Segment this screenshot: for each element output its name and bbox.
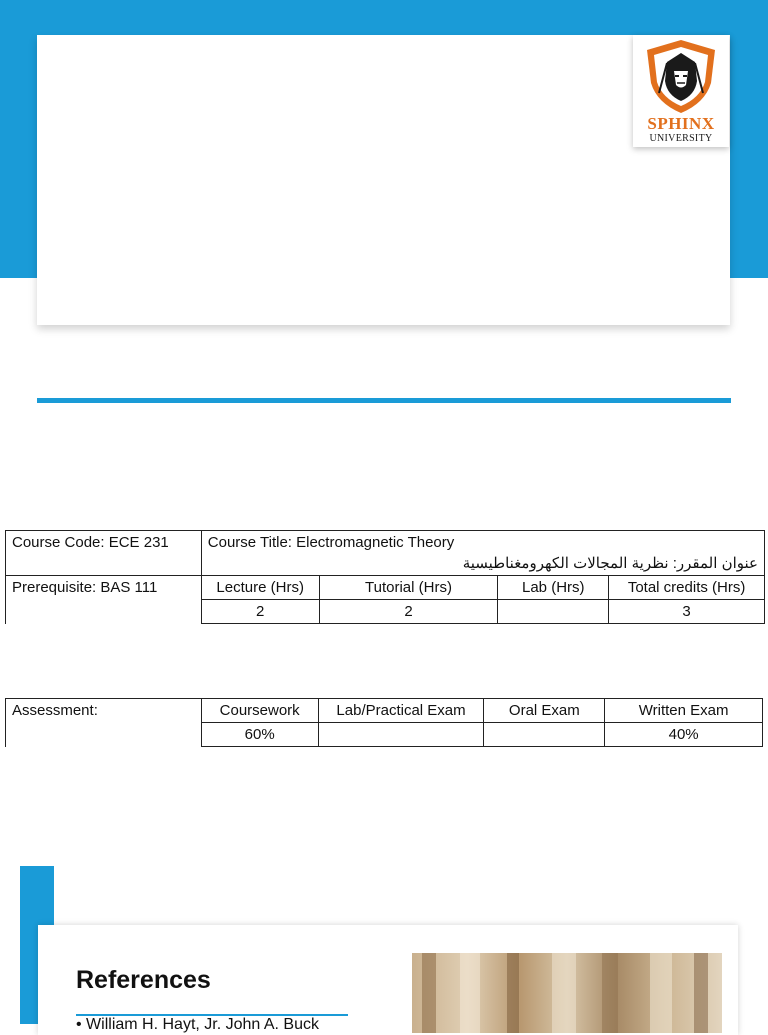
section-divider	[37, 398, 731, 403]
header-cell: Coursework	[201, 699, 318, 723]
prerequisite-cell	[6, 576, 202, 624]
assessment-table	[5, 698, 763, 747]
table-row	[6, 531, 765, 576]
logo-subname: UNIVERSITY	[649, 133, 713, 144]
value-cell	[498, 600, 609, 624]
header-cell: Lab (Hrs)	[498, 576, 609, 600]
table-row	[6, 699, 763, 723]
logo-name: SPHINX	[647, 114, 715, 133]
sphinx-shield-icon	[639, 37, 723, 115]
hero-card	[37, 35, 730, 325]
course-info-table	[5, 530, 765, 624]
value-cell: 3	[609, 600, 765, 624]
header-cell: Lecture (Hrs)	[201, 576, 319, 600]
table-row	[6, 576, 765, 600]
value-cell: 2	[201, 600, 319, 624]
prerequisite: Prerequisite: BAS 111	[12, 579, 158, 596]
header-cell: Oral Exam	[484, 699, 605, 723]
value-cell: 40%	[605, 723, 763, 747]
course-title: Course Title: Electromagnetic Theory	[207, 534, 455, 551]
course-code-cell	[6, 531, 202, 576]
header-cell: Tutorial (Hrs)	[319, 576, 498, 600]
course-title-cell	[201, 531, 764, 576]
header-cell: Lab/Practical Exam	[318, 699, 484, 723]
header-cell: Total credits (Hrs)	[609, 576, 765, 600]
value-cell: 2	[319, 600, 498, 624]
value-cell	[484, 723, 605, 747]
references-title: References	[76, 966, 211, 994]
university-logo	[633, 35, 729, 147]
library-photo	[412, 953, 722, 1033]
course-title-arabic: عنوان المقرر: نظرية المجالات الكهرومغناطيسية	[462, 555, 758, 572]
header-cell: Written Exam	[605, 699, 763, 723]
value-cell: 60%	[201, 723, 318, 747]
value-cell	[318, 723, 484, 747]
reference-item: • William H. Hayt, Jr. John A. Buck	[76, 1016, 319, 1033]
course-code: Course Code: ECE 231	[12, 534, 169, 551]
assessment-label: Assessment:	[6, 699, 202, 747]
